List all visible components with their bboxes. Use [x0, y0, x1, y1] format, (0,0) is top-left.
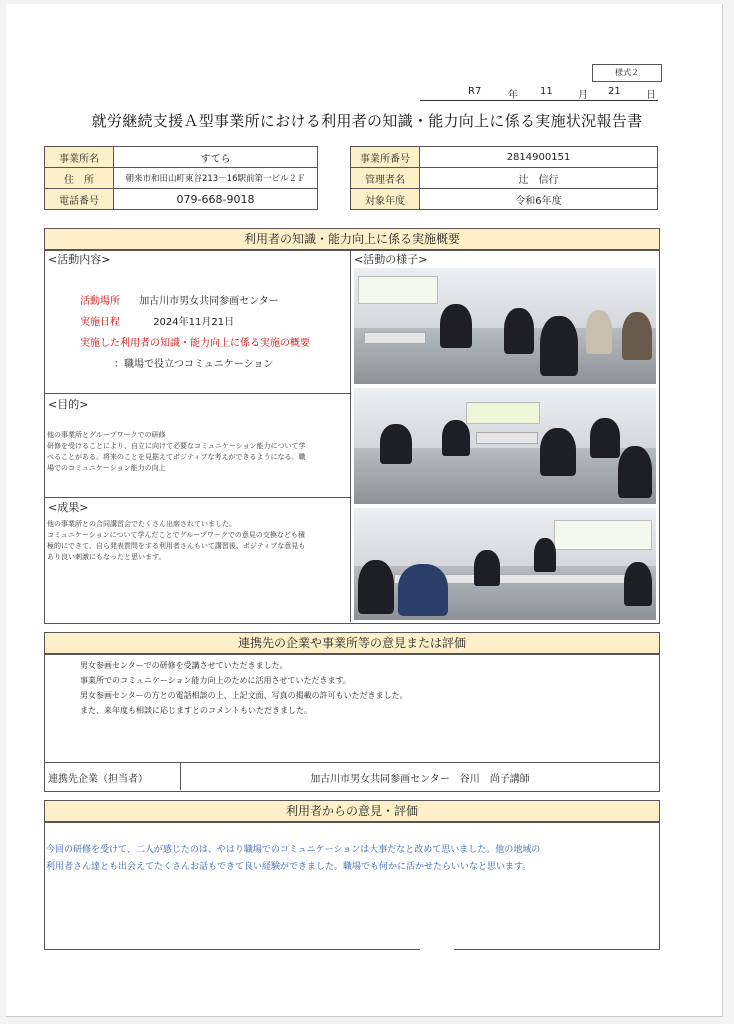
- partner-line: また、来年度も相談に応じますとのコメントもいただきました。: [80, 706, 312, 715]
- date-year-unit: 年: [508, 90, 518, 101]
- date-day: 21: [608, 86, 621, 97]
- date-line: [80, 313, 234, 328]
- user-opinion-line: 今回の研修を受けて、二人が感じたのは、やはり職場でのコミュニケーションは大事だなと改めて思いました。他の地域の: [46, 845, 541, 855]
- result-line: 極的にできて、自ら発表質問をする利用者さんもいて講習後、ポジティブな意見も: [47, 542, 306, 550]
- purpose-divider: [44, 393, 350, 394]
- result-line: 他の事業所との合同講習会でたくさん出席されていました。: [47, 520, 236, 528]
- office-info-table-right: [350, 146, 658, 210]
- place-line: [80, 292, 279, 307]
- partner-header: 連携先の企業や事業所等の意見または評価: [44, 632, 660, 654]
- contact-person: 加古川市男女共同参画センター 谷川 尚子講師: [310, 774, 530, 785]
- office-no: 2814900151: [420, 147, 658, 168]
- phone: 079-668-9018: [114, 189, 318, 210]
- partner-line: 事業所でのコミュニケーション能力向上のために活用させていただきます。: [80, 676, 351, 685]
- place: 加古川市男女共同参画センター: [139, 296, 279, 307]
- report-date: [420, 84, 658, 101]
- result-label: <成果>: [48, 501, 89, 514]
- result-line: あり良い刺激にもなったと思います。: [47, 553, 166, 561]
- manager-name: 辻 信行: [420, 168, 658, 189]
- contact-divider: [44, 762, 660, 763]
- summary-text: ：職場で役立つコミュニケーション: [114, 359, 274, 370]
- purpose-label: <目的>: [48, 398, 89, 411]
- user-opinion-header: 利用者からの意見・評価: [44, 800, 660, 822]
- activity-photo-1: [354, 268, 656, 384]
- result-line: コミュニケーションについて学んだことでグループワークでの意見の交換なども積: [47, 531, 305, 539]
- purpose-line: 場でのコミュニケーション能力の向上: [47, 464, 166, 472]
- overview-header: 利用者の知識・能力向上に係る実施概要: [44, 228, 660, 250]
- contact-col-divider: [180, 762, 181, 790]
- purpose-text: [47, 430, 347, 474]
- date-day-unit: 日: [646, 90, 656, 101]
- manager-label: 管理者名: [351, 168, 420, 189]
- date-month: 11: [540, 86, 553, 97]
- office-no-label: 事業所番号: [351, 147, 420, 168]
- summary-label: 実施した利用者の知識・能力向上に係る実施の概要: [80, 338, 310, 349]
- office-info-table-left: [44, 146, 318, 210]
- partner-line: 男女参画センターの方との電話相談の上、上記文面、写真の掲載の許可もいただきました。: [80, 691, 408, 700]
- report-title: 就労継続支援Ａ型事業所における利用者の知識・能力向上に係る実施状況報告書: [91, 112, 643, 130]
- activity-photo-3: [354, 508, 656, 620]
- phone-label: 電話番号: [45, 189, 114, 210]
- date-era: R7: [468, 86, 482, 97]
- user-opinion-text: [46, 842, 658, 876]
- result-divider: [44, 497, 350, 498]
- purpose-line: 他の事業所とグループワークでの研修: [47, 431, 166, 439]
- box-gap: [420, 947, 454, 950]
- form-number: 様式２: [592, 64, 662, 82]
- address-label: 住 所: [45, 168, 114, 189]
- office-name: すてら: [114, 147, 318, 168]
- schedule-date: 2024年11月21日: [153, 317, 235, 328]
- purpose-line: べることがある。将来のことを見据えてポジティブな考えができるようになる。職: [47, 453, 306, 461]
- target-year-label: 対象年度: [351, 189, 420, 210]
- purpose-line: 研修を受けることにより、自立に向けて必要なコミュニケーション能力について学: [47, 442, 306, 450]
- user-opinion-line: 利用者さん達とも出会えてたくさんお話もできて良い経験ができました。職場でも何かに活かせたらいいなと思います。: [46, 862, 532, 872]
- schedule-label: 実施日程: [80, 317, 120, 328]
- partner-line: 男女参画センターでの研修を受講させていただきました。: [80, 661, 288, 670]
- office-name-label: 事業所名: [45, 147, 114, 168]
- activity-label: <活動内容>: [48, 253, 111, 266]
- partner-comments: [80, 658, 408, 718]
- activity-photo-2: [354, 388, 656, 504]
- target-year: 令和6年度: [420, 189, 658, 210]
- photos-label: <活動の様子>: [354, 253, 428, 266]
- result-text: [47, 519, 347, 563]
- overview-divider: [350, 250, 351, 622]
- date-month-unit: 月: [578, 90, 588, 101]
- address: 朝来市和田山町東谷213－16駅前第一ビル２Ｆ: [114, 168, 318, 189]
- place-label: 活動場所: [80, 296, 120, 307]
- contact-label: 連携先企業（担当者）: [48, 774, 148, 785]
